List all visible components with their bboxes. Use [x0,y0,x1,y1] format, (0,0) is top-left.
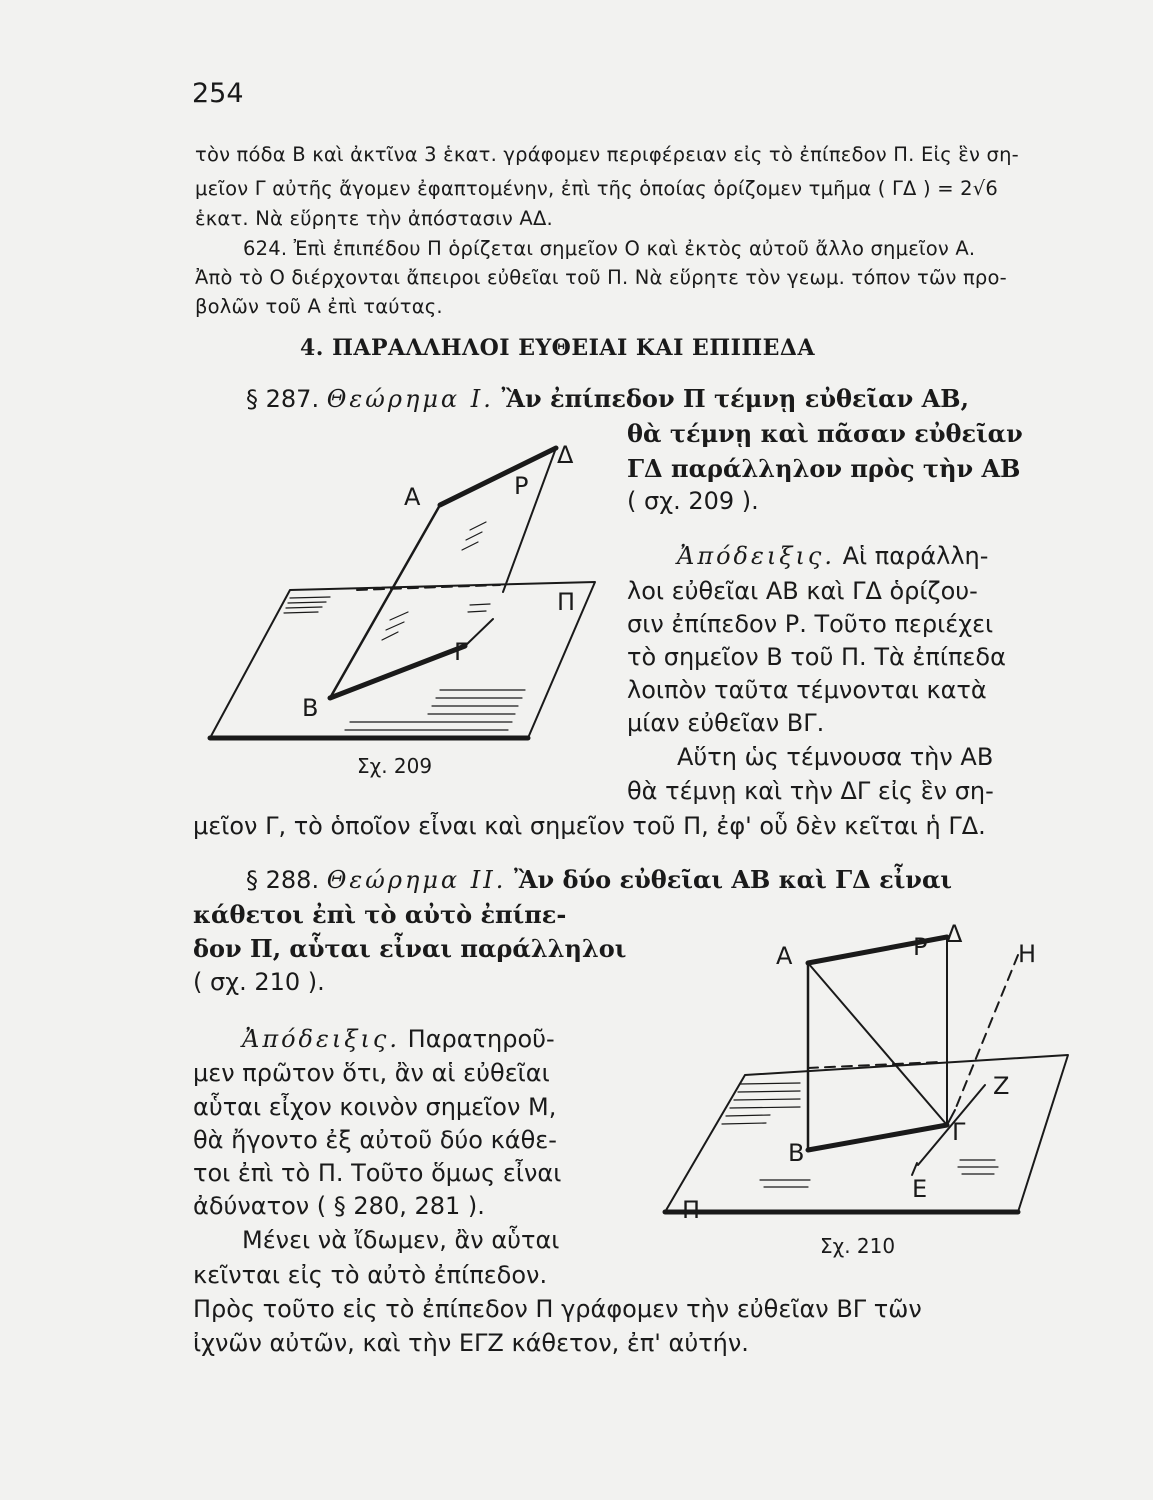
fig209-caption: Σχ. 209 [357,754,433,778]
theorem-2-number: § 288. [246,866,320,894]
fig209-dashed-line [357,585,500,590]
theorem-2-figure-ref: ( σχ. 210 ). [193,968,325,996]
theorem-1-statement-2: θὰ τέμνῃ καὶ πᾶσαν εὐθεῖαν [627,419,1023,448]
exercise-624-line-2: Ἀπὸ τὸ Ο διέρχονται ἄπειροι εὐθεῖαι τοῦ Π. Νὰ εὕρητε τὸν γεωμ. τόπον τῶν προ- [195,266,1007,289]
fig210-diagonal [808,963,947,1125]
fig210-line-gh-short [947,1110,955,1125]
theorem-2-label: Θεώρημα ΙΙ. [326,866,507,894]
fig209-label-g: Γ [454,638,468,666]
theorem-1-statement-3: ΓΔ παράλληλον πρὸς τὴν ΑΒ [627,454,1021,483]
fig210-top-edge [808,937,947,963]
fig210-shading [722,1083,998,1187]
fig210-label-h: Η [1018,940,1037,968]
fig210-line-bg [808,1125,947,1150]
fig210-dashed-h-line [955,955,1018,1110]
fig210-label-b: Β [788,1139,805,1167]
theorem-1-proof-line-2: σιν ἐπίπεδον Ρ. Τοῦτο περιέχει [627,610,994,638]
exercise-623-line-3: ἑκατ. Νὰ εὕρητε τὴν ἀπόστασιν ΑΔ. [195,207,553,230]
page-number: 254 [192,78,244,109]
fig210-dashed-horizontal [808,1062,940,1068]
fig209-line-bg [330,646,465,698]
theorem-2-proof-line-7: κεῖνται εἰς τὸ αὐτὸ ἐπίπεδον. [193,1261,548,1289]
theorem-2-statement-1: Ἂν δύο εὐθεῖαι ΑΒ καὶ ΓΔ εἶναι [514,865,953,894]
fig210-label-e: Ε [912,1175,928,1203]
fig210-caption: Σχ. 210 [820,1234,896,1258]
theorem-1-proof-line-0: Αἱ παράλλη- [842,542,989,570]
theorem-2-statement-2: κάθετοι ἐπὶ τὸ αὐτὸ ἐπίπε- [193,900,567,929]
theorem-1-proof-line-7: θὰ τέμνῃ καὶ τὴν ΔΓ εἰς ἓν ση- [627,777,994,805]
fig209-plane-p [210,582,595,738]
section-heading: 4. ΠΑΡΑΛΛΗΛΟΙ ΕΥΘΕΙΑΙ ΚΑΙ ΕΠΙΠΕΔΑ [300,335,816,361]
theorem-1-proof-line-5: μίαν εὐθεῖαν ΒΓ. [627,709,825,737]
fig210-label-r: Ρ [913,933,928,961]
theorem-1-number: § 287. [246,385,320,413]
theorem-2-proof-line-5: ἀδύνατον ( § 280, 281 ). [193,1192,485,1220]
theorem-1-statement-1: Ἂν ἐπίπεδον Π τέμνῃ εὐθεῖαν ΑΒ, [501,384,969,413]
fig210-label-d: Δ [946,920,963,948]
fig209-label-d: Δ [557,441,574,469]
fig210-line-e-tick [912,1163,917,1175]
exercise-624-line-1: 624. Ἐπὶ ἐπιπέδου Π ὁρίζεται σημεῖον Ο καὶ ἐκτὸς αὐτοῦ ἄλλο σημεῖον Α. [243,237,976,260]
theorem-1-label: Θεώρημα Ι. [326,385,494,413]
theorem-2-proof-line-4: τοι ἐπὶ τὸ Π. Τοῦτο ὅμως εἶναι [193,1159,562,1187]
theorem-2-proof-line-9: ἰχνῶν αὐτῶν, καὶ τὴν ΕΓΖ κάθετον, ἐπ' αὐτήν. [193,1329,749,1357]
theorem-1-figure-ref: ( σχ. 209 ). [627,487,759,515]
theorem-2-statement-3: δον Π, αὗται εἶναι παράλληλοι [193,934,627,963]
exercise-624-line-3: βολῶν τοῦ Α ἐπὶ ταύτας. [195,295,443,318]
theorem-2-proof-first-line [242,1025,555,1053]
theorem-1-proof-line-4: λοιπὸν ταῦτα τέμνονται κατὰ [627,676,987,704]
theorem-2-proof-line-8: Πρὸς τοῦτο εἰς τὸ ἐπίπεδον Π γράφομεν τὴν εὐθεῖαν ΒΓ τῶν [193,1295,922,1323]
theorem-1-proof-line-3: τὸ σημεῖον Β τοῦ Π. Τὰ ἐπίπεδα [627,643,1006,671]
fig209-top-edge [440,448,556,505]
fig209-shading [284,522,525,730]
fig209-line-ab [330,505,440,698]
fig210-label-p: Π [682,1196,701,1224]
fig210-line-egz [918,1085,985,1165]
fig210-plane-p [665,1055,1068,1212]
theorem-2-proof-line-1: μεν πρῶτον ὅτι, ἂν αἱ εὐθεῖαι [193,1059,550,1087]
theorem-2-proof-line-6: Μένει νὰ ἴδωμεν, ἂν αὗται [242,1226,560,1254]
theorem-1-proof-label: Ἀπόδειξις. [677,542,835,570]
theorem-1-proof-first-line [677,542,988,570]
theorem-1-proof-line-8: μεῖον Γ, τὸ ὁποῖον εἶναι καὶ σημεῖον τοῦ Π, ἐφ' οὗ δὲν κεῖται ἡ ΓΔ. [193,812,986,840]
theorem-1-proof-line-1: λοι εὐθεῖαι ΑΒ καὶ ΓΔ ὁρίζου- [627,577,978,605]
fig209-label-a: Α [404,483,421,511]
fig209-label-r: Ρ [514,472,529,500]
fig210-label-g: Γ [952,1118,966,1146]
fig209-line-gd [503,448,556,592]
fig209-label-b: Β [302,694,319,722]
fig210-label-a: Α [776,942,793,970]
theorem-1-proof-line-6: Αὕτη ὡς τέμνουσα τὴν ΑΒ [677,743,994,771]
theorem-2-heading [246,865,952,894]
theorem-2-proof-label: Ἀπόδειξις. [242,1025,400,1053]
theorem-2-proof-line-2: αὗται εἶχον κοινὸν σημεῖον Μ, [193,1093,557,1121]
fig209-line-gd-lower [465,619,493,646]
theorem-1-heading [246,384,969,413]
fig209-label-p: Π [557,588,576,616]
theorem-2-proof-line-0: Παρατηροῦ- [407,1025,555,1053]
theorem-2-proof-line-3: θὰ ἤγοντο ἐξ αὐτοῦ δύο κάθε- [193,1126,557,1154]
fig210-label-z: Ζ [993,1072,1010,1100]
exercise-623-line-2: μεῖον Γ αὐτῆς ἄγομεν ἐφαπτομένην, ἐπὶ τῆς ὁποίας ὁρίζομεν τμῆμα ( ΓΔ ) = 2√6 [195,177,998,200]
exercise-623-line-1: τὸν πόδα Β καὶ ἀκτῖνα 3 ἑκατ. γράφομεν περιφέρειαν εἰς τὸ ἐπίπεδον Π. Εἰς ἓν ση- [195,143,1019,166]
